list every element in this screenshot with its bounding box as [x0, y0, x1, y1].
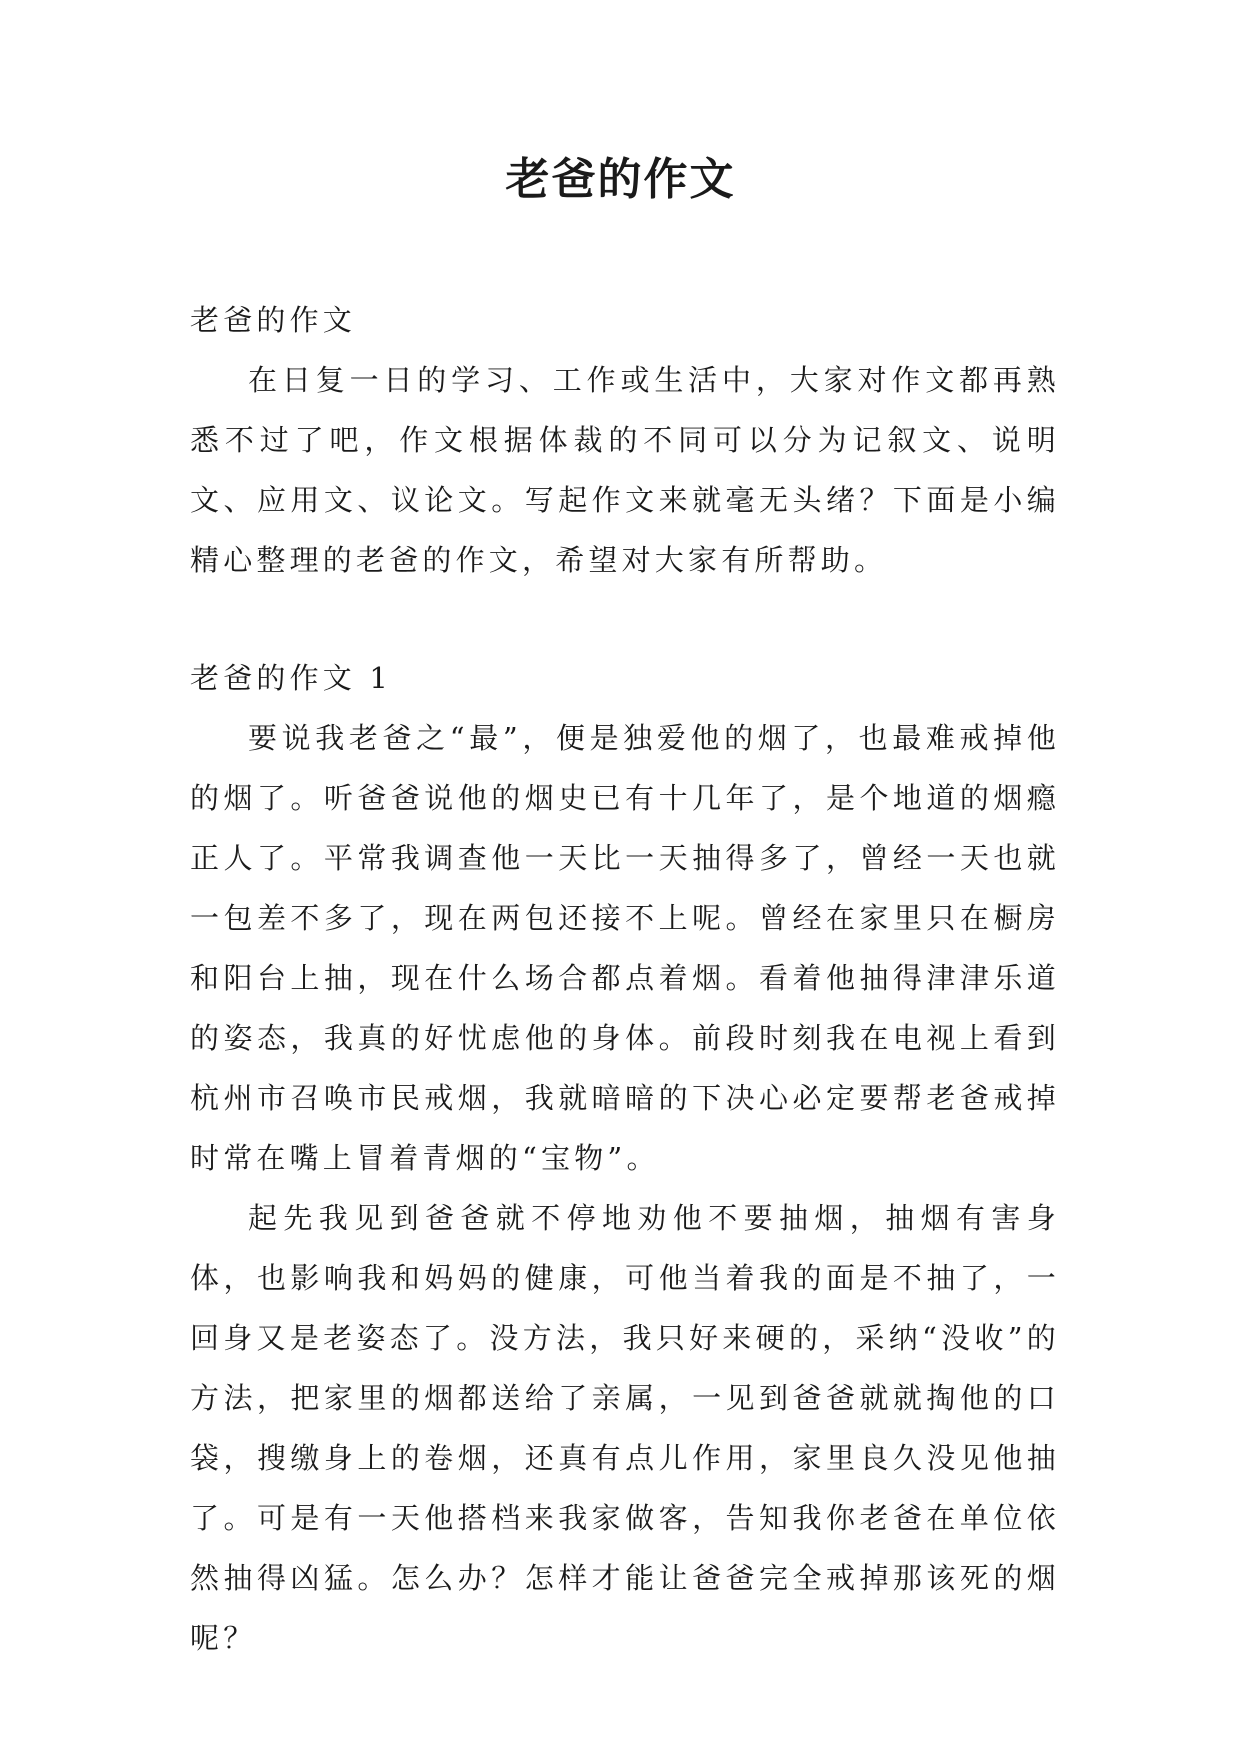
essay-1-paragraph-1: 要说我老爸之“最”，便是独爱他的烟了，也最难戒掉他的烟了。听爸爸说他的烟史已有十几年了，是个地道的烟瘾正人了。平常我调查他一天比一天抽得多了，曾经一天也就一包差不多了，现在两包还接不上呢。曾经在家里只在橱房和阳台上抽，现在什么场合都点着烟。看着他抽得津津乐道的姿态，我真的好忧虑他的身体。前段时刻我在电视上看到杭州市召唤市民戒烟，我就暗暗的下决心必定要帮老爸戒掉时常在嘴上冒着青烟的“宝物”。: [190, 721, 1060, 1175]
essay-1-heading: 老爸的作文 1: [190, 661, 393, 695]
document-title: 老爸的作文: [505, 154, 736, 205]
section-spacer: [190, 590, 1060, 648]
intro-paragraph: 在日复一日的学习、工作或生活中，大家对作文都再熟悉不过了吧，作文根据体裁的不同可以分为记叙文、说明文、应用文、议论文。写起作文来就毫无头绪？下面是小编精心整理的老爸的作文，希望对大家有所帮助。: [190, 363, 1060, 577]
essay-1-paragraph-2: 起先我见到爸爸就不停地劝他不要抽烟，抽烟有害身体，也影响我和妈妈的健康，可他当着我的面是不抽了，一回身又是老姿态了。没方法，我只好来硬的，采纳“没收”的方法，把家里的烟都送给了亲属，一见到爸爸就就掏他的口袋，搜缴身上的卷烟，还真有点儿作用，家里良久没见他抽了。可是有一天他搭档来我家做客，告知我你老爸在单位依然抽得凶猛。怎么办？怎样才能让爸爸完全戒掉那该死的烟呢？: [190, 1201, 1060, 1655]
document-body: [190, 290, 1060, 1668]
intro-heading: 老爸的作文: [190, 303, 357, 337]
